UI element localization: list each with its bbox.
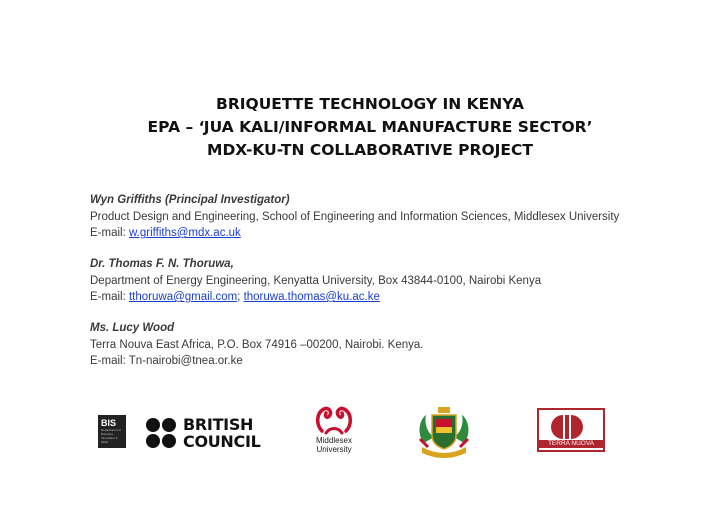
terra-nuova-emblem-icon [539,411,603,443]
document-title [0,93,720,162]
email-link-ku[interactable]: thoruwa.thomas@ku.ac.ke [243,291,380,303]
contact-block-thoruwa [90,256,541,306]
contact-name: Wyn Griffiths (Principal Investigator) [90,194,290,206]
email-label: E-mail: [90,291,129,303]
british-council-line2: COUNCIL [183,432,261,451]
contact-affiliation: Terra Nouva East Africa, P.O. Box 74916 –00200, Nairobi. Kenya. [90,338,424,351]
middlesex-logo [308,403,360,461]
bis-logo-label: BIS [101,418,117,428]
contact-email-line [90,289,541,306]
contact-email-line: E-mail: Tn-nairobi@tnea.or.ke [90,355,243,367]
contact-name: Ms. Lucy Wood [90,322,175,334]
british-council-dots-icon [146,418,178,450]
email-label: E-mail: [90,227,129,239]
kenyatta-crest-icon [412,403,476,461]
contact-block-griffiths [90,192,619,242]
middlesex-logo-text [308,436,360,454]
terra-nuova-logo [537,408,605,452]
email-link-gmail[interactable]: tthoruwa@gmail.com [128,291,238,303]
title-line-3: MDX-KU-TN COLLABORATIVE PROJECT [207,141,533,159]
contact-name: Dr. Thomas F. N. Thoruwa, [90,258,234,270]
middlesex-emblem-icon [308,403,360,437]
title-line-2: EPA – ‘JUA KALI/INFORMAL MANUFACTURE SECTOR’ [147,118,593,136]
terra-nuova-part2: NUOVA [571,440,595,447]
bis-logo-sub: Department for Business Innovation & Skills [101,428,122,444]
terra-nuova-part1: TERRA [547,440,570,447]
bis-logo [98,415,126,448]
kenyatta-university-crest [412,403,476,461]
contact-affiliation: Product Design and Engineering, School of Engineering and Information Sciences, Middlesex University [90,210,620,223]
email-link-griffiths[interactable]: w.griffiths@mdx.ac.uk [128,227,241,239]
email-separator: ; [237,291,244,303]
contact-affiliation: Department of Energy Engineering, Kenyatta University, Box 43844-0100, Nairobi Kenya [90,274,542,287]
partner-logos [0,395,720,465]
title-line-1: BRIQUETTE TECHNOLOGY IN KENYA [216,95,524,113]
contact-block-wood [90,320,423,370]
contact-email-line [90,225,619,242]
british-council-line1: BRITISH [183,415,254,434]
terra-nuova-label [539,440,603,448]
middlesex-line2: University [316,445,352,454]
middlesex-line1: Middlesex [315,436,352,445]
